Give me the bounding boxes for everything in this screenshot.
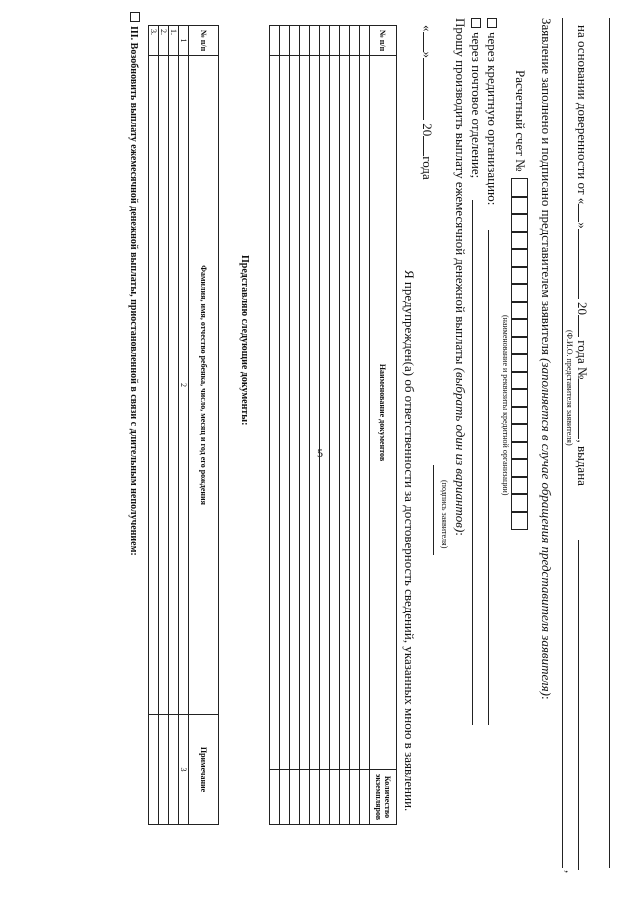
payment-colon: :	[453, 532, 468, 536]
docs-row	[350, 26, 360, 825]
payment-post-label: через почтовое отделение;	[469, 32, 484, 179]
docs-row	[300, 26, 310, 825]
docs-cell-num[interactable]	[320, 26, 330, 56]
warning-year-suffix: года	[420, 156, 435, 180]
page-number: 5	[317, 446, 323, 460]
docs-cell-count[interactable]	[320, 769, 330, 824]
warning-signature-caption: (подпись заявителя)	[440, 480, 449, 549]
warning-year-blank[interactable]	[423, 136, 424, 156]
docs-row	[330, 26, 340, 825]
docs-cell-name[interactable]	[310, 55, 320, 769]
payment-bank-checkbox[interactable]	[487, 18, 497, 28]
s3-index-2: 2	[179, 55, 189, 714]
docs-cell-count[interactable]	[300, 769, 310, 824]
docs-row	[340, 26, 350, 825]
basis-year: 20	[575, 302, 590, 316]
basis-issued-line[interactable]	[578, 540, 579, 870]
docs-cell-count[interactable]	[310, 769, 320, 824]
docs-cell-count[interactable]	[350, 769, 360, 824]
section3-checkbox[interactable]	[130, 12, 140, 22]
representative-fio-comma: ,	[563, 870, 578, 874]
documents-title: Представляю следующие документы:	[239, 255, 250, 426]
docs-row	[360, 26, 370, 825]
s3-header-name: Фамилия, имя, отчество ребенка, число, месяц и год его рождения	[189, 55, 219, 714]
payment-bank-line[interactable]	[488, 230, 489, 725]
representative-note: (заполняется в случае обращения представителя заявителя)	[539, 358, 554, 696]
docs-row	[290, 26, 300, 825]
payment-post-line[interactable]	[472, 200, 473, 725]
docs-cell-num[interactable]	[330, 26, 340, 56]
payment-account-label: Расчетный счет №	[513, 70, 528, 172]
payment-text: Прошу производить выплату ежемесячной денежной выплаты	[453, 18, 468, 365]
docs-cell-count[interactable]	[340, 769, 350, 824]
docs-row	[280, 26, 290, 825]
warning-month-blank[interactable]	[423, 58, 424, 120]
basis-month-blank[interactable]	[578, 229, 579, 299]
docs-header-count: Количество экземпляров	[370, 769, 397, 824]
s3-index-3: 3	[179, 715, 189, 825]
docs-cell-count[interactable]	[280, 769, 290, 824]
basis-number-blank[interactable]	[578, 379, 579, 439]
docs-cell-count[interactable]	[270, 769, 280, 824]
payment-bank-caption: (наименование и реквизиты кредитной организации)	[501, 315, 510, 496]
docs-row	[310, 26, 320, 825]
docs-cell-name[interactable]	[360, 55, 370, 769]
s3-row-name-3[interactable]	[149, 55, 159, 714]
s3-index-1: 1	[179, 26, 189, 56]
s3-row-name-2[interactable]	[159, 55, 169, 714]
docs-cell-num[interactable]	[270, 26, 280, 56]
representative-fio-caption: (Ф.И.О. представителя заявителя)	[565, 330, 574, 446]
warning-text: Я предупрежден(а) об ответственности за достоверность сведений, указанных мною в заявлении.	[402, 270, 417, 812]
warning-quote-open: «	[420, 25, 435, 32]
docs-cell-num[interactable]	[300, 26, 310, 56]
s3-header-num: № п/п	[189, 26, 219, 56]
basis-issued: , выдана	[575, 439, 590, 486]
representative-fio-line[interactable]	[562, 18, 563, 868]
docs-cell-count[interactable]	[290, 769, 300, 824]
payment-option-bank[interactable]	[484, 18, 500, 205]
section3-table	[148, 25, 219, 825]
docs-body	[270, 26, 370, 825]
s3-row-num-2: 2.	[159, 26, 169, 56]
payment-text-row	[452, 18, 468, 536]
warning-quote-close: »	[420, 51, 435, 58]
docs-cell-num[interactable]	[310, 26, 320, 56]
docs-cell-name[interactable]	[330, 55, 340, 769]
s3-row-note-2[interactable]	[159, 715, 169, 825]
s3-row-num-1: 1.	[169, 26, 179, 56]
docs-row	[320, 26, 330, 825]
basis-year-word: года №	[575, 340, 590, 380]
basis-year-blank[interactable]	[578, 315, 579, 337]
docs-cell-name[interactable]	[340, 55, 350, 769]
payment-bank-label: через кредитную организацию:	[485, 32, 500, 206]
payment-option-post[interactable]	[468, 18, 484, 178]
docs-cell-count[interactable]	[330, 769, 340, 824]
representative-colon: :	[539, 695, 554, 700]
docs-cell-name[interactable]	[270, 55, 280, 769]
representative-basis-row	[574, 25, 590, 486]
docs-cell-num[interactable]	[350, 26, 360, 56]
warning-day-blank[interactable]	[423, 32, 424, 52]
s3-row-note-1[interactable]	[169, 715, 179, 825]
final-line[interactable]	[609, 18, 610, 868]
payment-note: (выбрать один из вариантов)	[453, 367, 468, 533]
docs-cell-num[interactable]	[290, 26, 300, 56]
docs-cell-name[interactable]	[350, 55, 360, 769]
s3-header-note: Примечание	[189, 715, 219, 825]
docs-header-name: Наименование документов	[370, 55, 397, 769]
account-digit-cell[interactable]	[511, 511, 528, 531]
docs-cell-num[interactable]	[340, 26, 350, 56]
docs-cell-num[interactable]	[360, 26, 370, 56]
basis-quote-close: »	[575, 222, 590, 229]
docs-cell-name[interactable]	[300, 55, 310, 769]
docs-cell-name[interactable]	[320, 55, 330, 769]
warning-year-prefix: 20	[420, 123, 435, 137]
representative-text-row	[538, 18, 554, 700]
basis-prefix: на основании доверенности от «	[575, 25, 590, 205]
s3-row-num-3: 3.	[149, 26, 159, 56]
docs-cell-num[interactable]	[280, 26, 290, 56]
warning-date-row	[419, 25, 435, 180]
docs-cell-name[interactable]	[280, 55, 290, 769]
docs-header-num: № п/п	[370, 26, 397, 56]
docs-cell-name[interactable]	[290, 55, 300, 769]
section3-title-row	[128, 12, 140, 556]
payment-post-checkbox[interactable]	[471, 18, 481, 28]
docs-cell-count[interactable]	[360, 769, 370, 824]
documents-table	[269, 25, 397, 825]
warning-signature-line[interactable]	[433, 465, 434, 555]
s3-row-name-1[interactable]	[169, 55, 179, 714]
docs-row	[270, 26, 280, 825]
basis-day-blank[interactable]	[578, 204, 579, 222]
representative-text: Заявление заполнено и подписано представителем заявителя	[539, 18, 554, 355]
s3-row-note-3[interactable]	[149, 715, 159, 825]
section3-title: III. Возобновить выплату ежемесячной денежной выплаты, приостановленной в связи с длительным неполучением:	[128, 26, 139, 556]
